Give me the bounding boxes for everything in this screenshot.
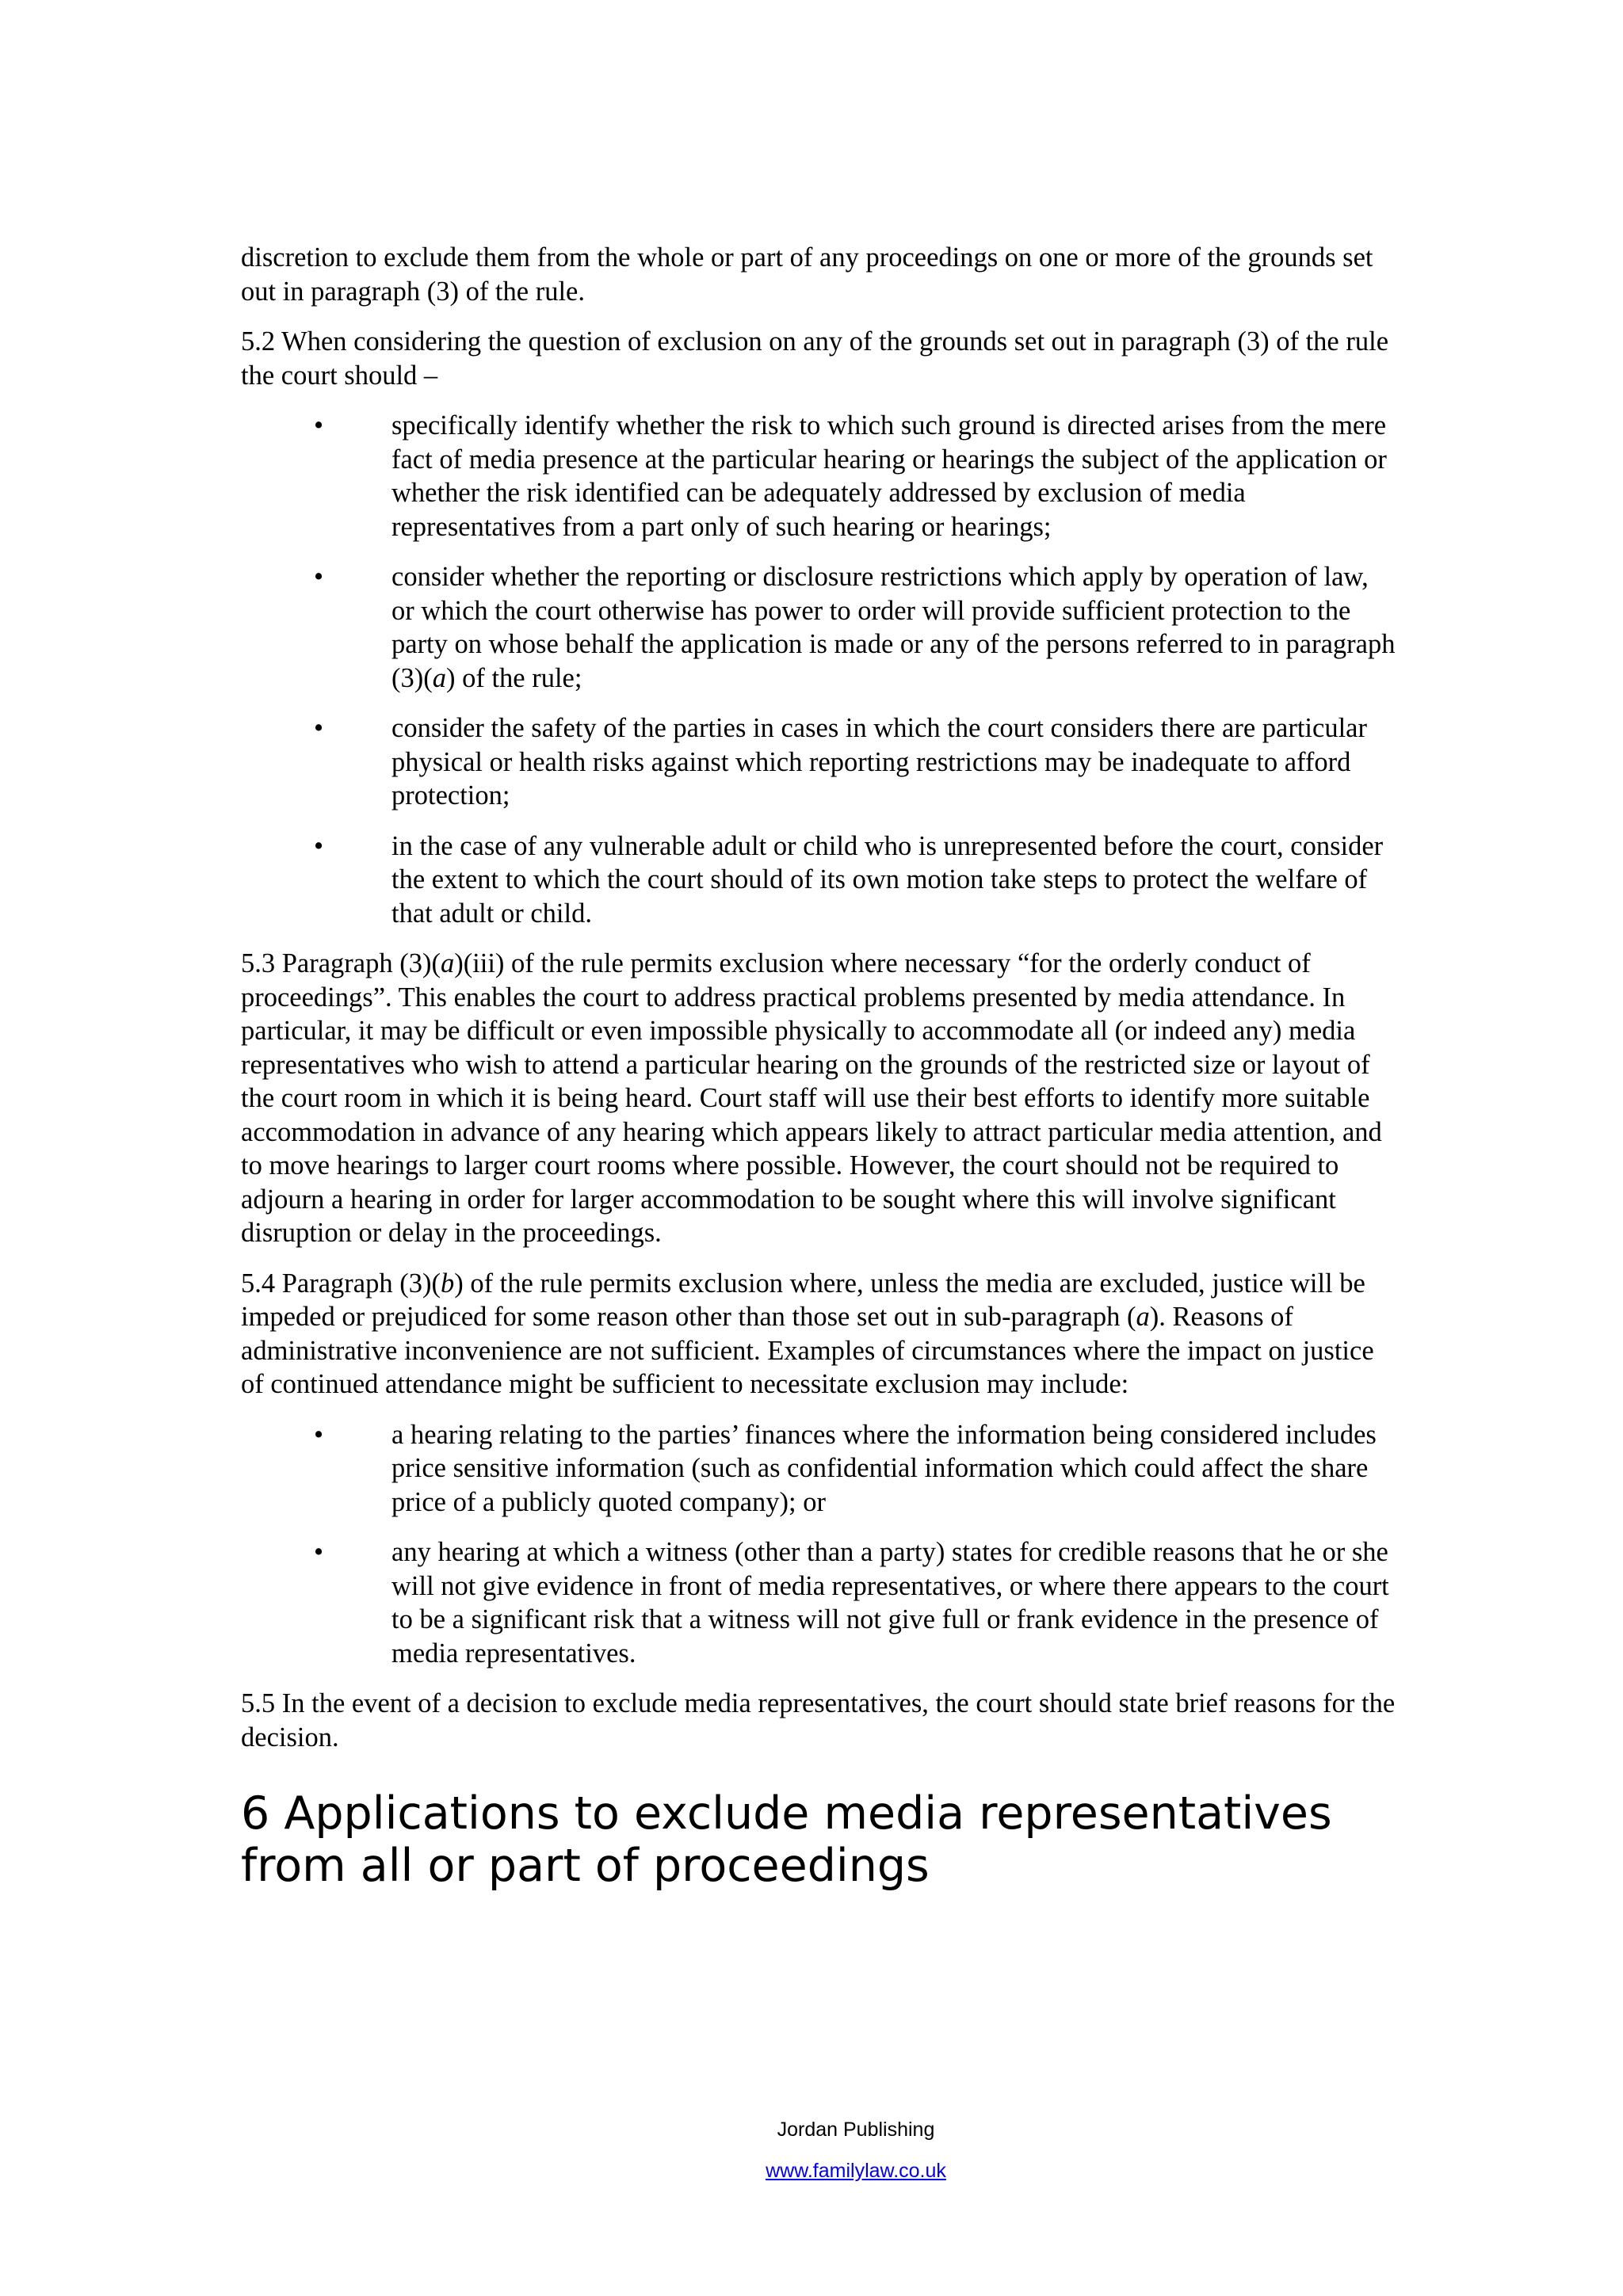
list-item-text: consider the safety of the parties in cases in which the court considers there are particular physical or health risks against which reporting restrictions may be inadequate to afford protection; bbox=[391, 713, 1367, 810]
list-item bbox=[241, 1535, 1398, 1670]
page-footer bbox=[0, 2109, 1623, 2191]
list-item bbox=[241, 409, 1398, 543]
bullet-icon: • bbox=[314, 713, 324, 743]
italic-letter: a bbox=[432, 662, 446, 693]
bullet-list-5-4 bbox=[241, 1418, 1398, 1671]
list-item-text: any hearing at which a witness (other than a party) states for credible reasons that he or she will not give evidence in front of media representatives, or where there appears to the court to be a significant risk that a witness will not give full or frank evidence in the presence of media representatives. bbox=[391, 1537, 1389, 1669]
list-item-text: specifically identify whether the risk to which such ground is directed arises from the mere fact of media presence at the particular hearing or hearings the subject of the application or whether the risk identified can be adequately addressed by exclusion of media representatives from a part only of such hearing or hearings; bbox=[391, 410, 1387, 542]
list-item bbox=[241, 560, 1398, 695]
list-item bbox=[241, 830, 1398, 931]
list-item-text: a hearing relating to the parties’ finances where the information being considered includes price sensitive information (such as confidential information which could affect the share price of a publicly quoted company); or bbox=[391, 1419, 1377, 1517]
italic-letter: b bbox=[440, 1268, 455, 1299]
list-item bbox=[241, 1418, 1398, 1520]
list-item bbox=[241, 711, 1398, 813]
bullet-icon: • bbox=[314, 410, 324, 441]
bullet-list-5-2 bbox=[241, 409, 1398, 930]
list-item-text: consider whether the reporting or disclosure restrictions which apply by operation of law, or which the court otherwise has power to order will provide sufficient protection to the party on whose behalf the application is made or any of the persons referred to in paragraph (3)(a) of the rule; bbox=[391, 562, 1396, 693]
section-heading: 6 Applications to exclude media representatives from all or part of proceedings bbox=[241, 1787, 1332, 1892]
paragraph-5-3: 5.3 Paragraph (3)(a)(iii) of the rule permits exclusion where necessary “for the orderly conduct of proceedings”. This enables the court to address practical problems presented by media attendance. In particular, it may be difficult or even impossible physically to accommodate all (or indeed any) media representatives who wish to attend a particular hearing on the grounds of the restricted size or layout of the court room in which it is being heard. Court staff will use their best efforts to identify more suitable accommodation in advance of any hearing which appears likely to attract particular media attention, and to move hearings to larger court rooms where possible. However, the court should not be required to adjourn a hearing in order for larger accommodation to be sought where this will involve significant disruption or delay in the proceedings. bbox=[241, 948, 1382, 1248]
bullet-icon: • bbox=[314, 562, 324, 592]
paragraph-continuation: discretion to exclude them from the whole or part of any proceedings on one or more of the grounds set out in paragraph (3) of the rule. bbox=[241, 242, 1373, 307]
italic-letter: a bbox=[440, 948, 455, 978]
list-item-text: in the case of any vulnerable adult or child who is unrepresented before the court, consider the extent to which the court should of its own motion take steps to protect the welfare of that adult or child. bbox=[391, 830, 1384, 929]
bullet-icon: • bbox=[314, 1537, 324, 1567]
footer-publisher: Jordan Publishing bbox=[777, 2119, 935, 2141]
paragraph-5-2: 5.2 When considering the question of exclusion on any of the grounds set out in paragraph (3) of the rule the court should – bbox=[241, 326, 1389, 391]
footer-link[interactable]: www.familylaw.co.uk bbox=[766, 2160, 946, 2182]
bullet-icon: • bbox=[314, 1419, 324, 1450]
italic-letter: a bbox=[1136, 1302, 1150, 1332]
bullet-icon: • bbox=[314, 830, 324, 861]
document-body bbox=[241, 241, 1398, 1892]
paragraph-5-4: 5.4 Paragraph (3)(b) of the rule permits exclusion where, unless the media are excluded, justice will be impeded or prejudiced for some reason other than those set out in sub-paragraph (a). Reasons of administrative inconvenience are not sufficient. Examples of circumstances where the impact on justice of continued attendance might be sufficient to necessitate exclusion may include: bbox=[241, 1268, 1374, 1399]
paragraph-5-5: 5.5 In the event of a decision to exclude media representatives, the court should state brief reasons for the decision. bbox=[241, 1688, 1396, 1753]
